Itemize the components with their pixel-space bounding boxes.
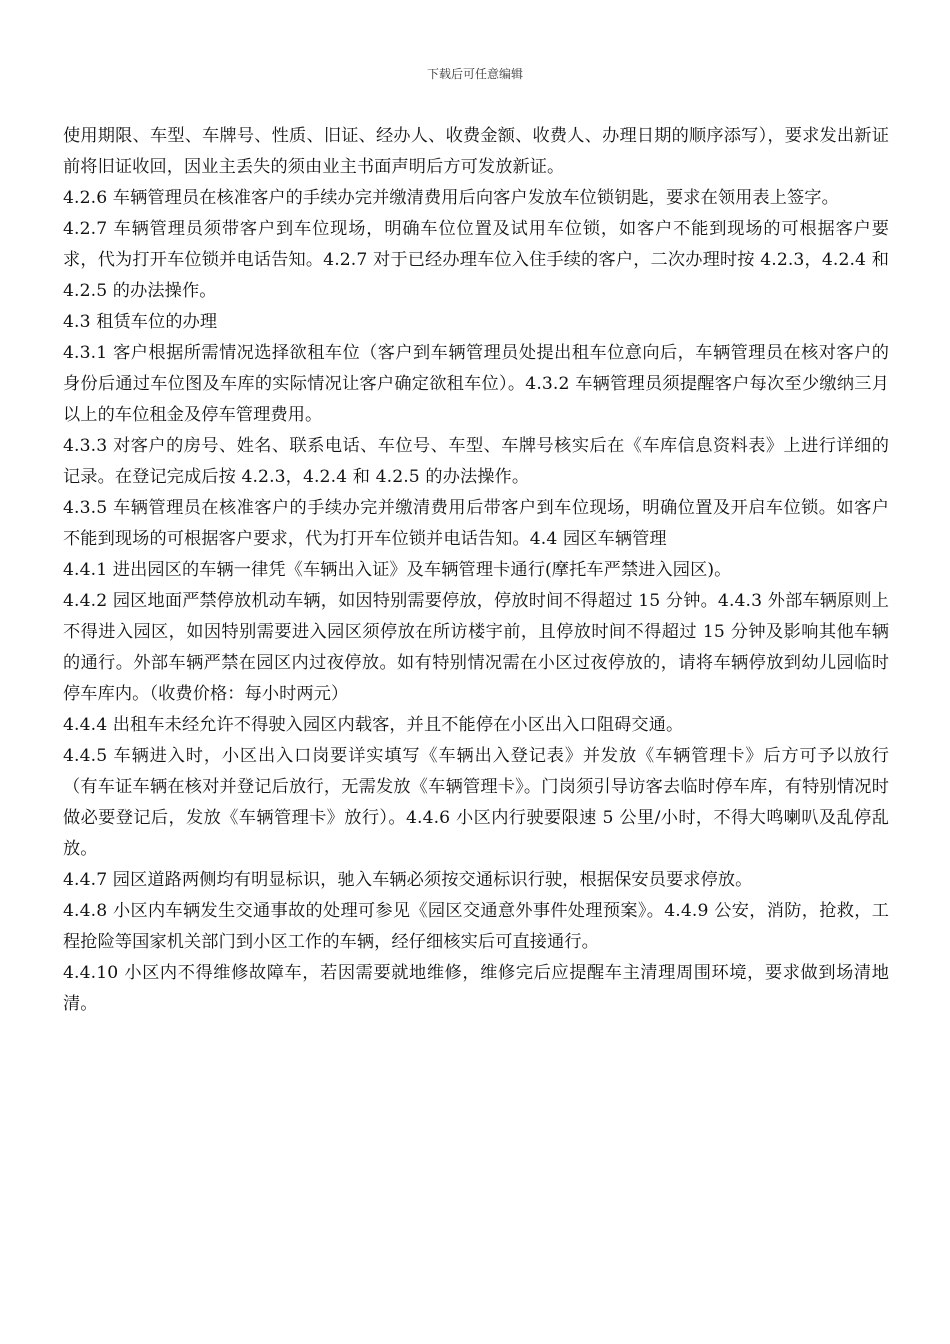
paragraph: 4.3.5 车辆管理员在核准客户的手续办完并缴清费用后带客户到车位现场，明确位置及开启车位锁。如客户不能到现场的可根据客户要求，代为打开车位锁并电话告知。4.4 园区车辆管理 <box>63 498 889 549</box>
paragraph: 4.4.4 出租车未经允许不得驶入园区内载客，并且不能停在小区出入口阻碍交通。 <box>63 715 684 735</box>
page-header: 下载后可任意编辑 <box>426 67 523 81</box>
paragraph: 4.4.2 园区地面严禁停放机动车辆，如因特别需要停放，停放时间不得超过 15 分钟。4.4.3 外部车辆原则上不得进入园区，如因特别需要进入园区须停放在所访楼宇前，且停放时间不得超过 15 分钟及影响其他车辆的通行。外部车辆严禁在园区内过夜停放。如有特别情况需在小区过夜停放的，请将车辆停放到幼儿园临时停车库内。（收费价格：每小时两元） <box>63 591 889 704</box>
paragraph: 4.4.5 车辆进入时，小区出入口岗要详实填写《车辆出入登记表》并发放《车辆管理卡》后方可予以放行（有车证车辆在核对并登记后放行，无需发放《车辆管理卡》。门岗须引导访客去临时停车库，有特别情况时做必要登记后，发放《车辆管理卡》放行）。4.4.6 小区内行驶要限速 5 公里/小时，不得大鸣喇叭及乱停乱放。 <box>63 746 889 859</box>
paragraph: 4.3.3 对客户的房号、姓名、联系电话、车位号、车型、车牌号核实后在《车库信息资料表》上进行详细的记录。在登记完成后按 4.2.3，4.2.4 和 4.2.5 的办法操作。 <box>63 436 889 487</box>
document-body <box>63 121 889 1020</box>
paragraph: 4.4.1 进出园区的车辆一律凭《车辆出入证》及车辆管理卡通行(摩托车严禁进入园区)。 <box>63 560 732 580</box>
section-heading: 4.3 租赁车位的办理 <box>63 312 218 332</box>
paragraph: 4.2.6 车辆管理员在核准客户的手续办完并缴清费用后向客户发放车位锁钥匙，要求在领用表上签字。 <box>63 188 839 208</box>
paragraph: 4.3.1 客户根据所需情况选择欲租车位（客户到车辆管理员处提出租车位意向后，车辆管理员在核对客户的身份后通过车位图及车库的实际情况让客户确定欲租车位）。4.3.2 车辆管理员须提醒客户每次至少缴纳三月以上的车位租金及停车管理费用。 <box>63 343 889 425</box>
paragraph: 使用期限、车型、车牌号、性质、旧证、经办人、收费金额、收费人、办理日期的顺序添写），要求发出新证前将旧证收回，因业主丢失的须由业主书面声明后方可发放新证。 <box>63 126 889 177</box>
paragraph: 4.4.8 小区内车辆发生交通事故的处理可参见《园区交通意外事件处理预案》。4.4.9 公安，消防，抢救，工程抢险等国家机关部门到小区工作的车辆，经仔细核实后可直接通行。 <box>63 901 889 952</box>
paragraph: 4.4.10 小区内不得维修故障车，若因需要就地维修，维修完后应提醒车主清理周围环境，要求做到场清地清。 <box>63 963 889 1014</box>
paragraph: 4.2.7 车辆管理员须带客户到车位现场，明确车位位置及试用车位锁，如客户不能到现场的可根据客户要求，代为打开车位锁并电话告知。4.2.7 对于已经办理车位入住手续的客户，二次办理时按 4.2.3，4.2.4 和 4.2.5 的办法操作。 <box>63 219 889 301</box>
paragraph: 4.4.7 园区道路两侧均有明显标识，驰入车辆必须按交通标识行驶，根据保安员要求停放。 <box>63 870 753 890</box>
